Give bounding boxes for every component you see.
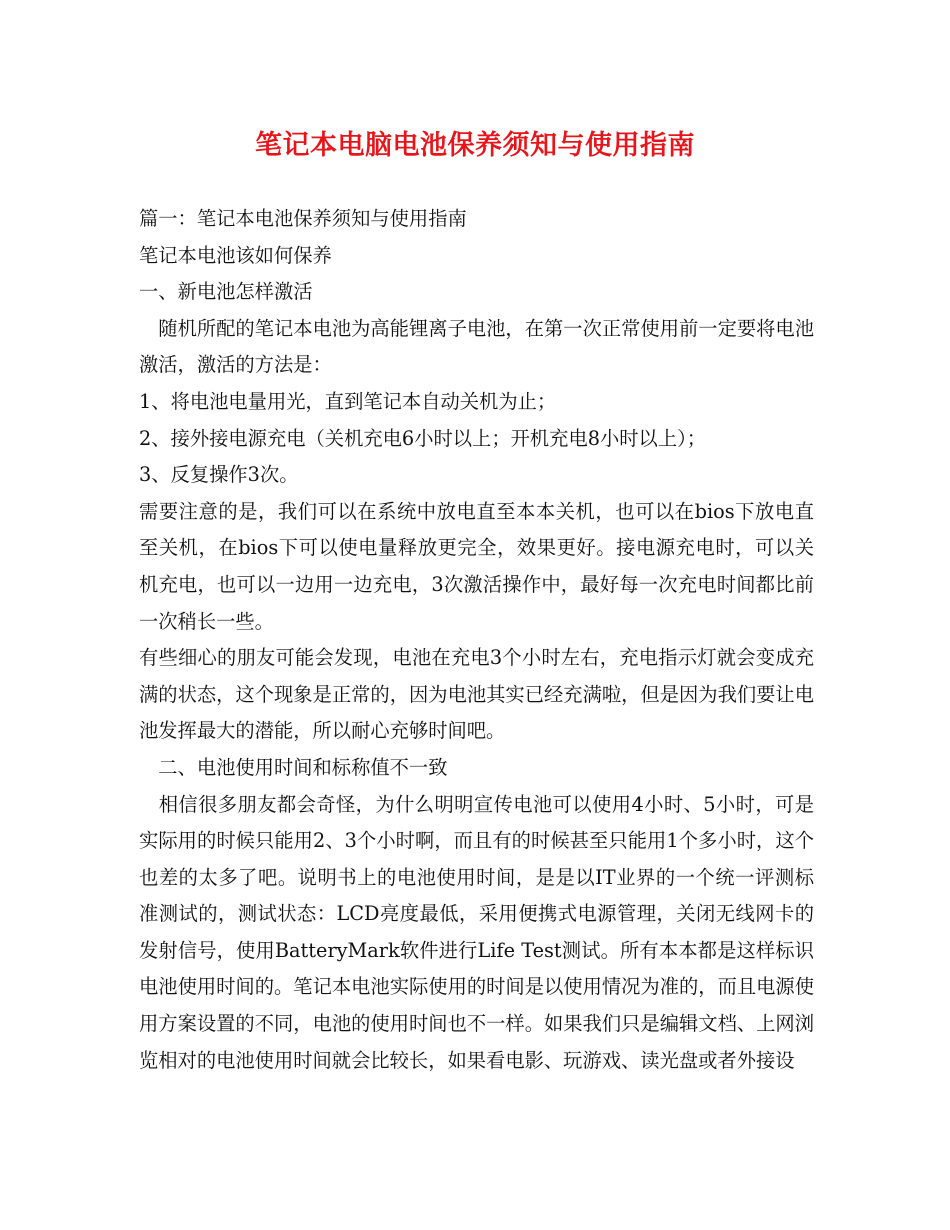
subsection-heading: 二、电池使用时间和标称值不一致 [139, 755, 448, 779]
body-paragraph: 需要注意的是，我们可以在系统中放电直至本本关机，也可以在bios下放电直至关机，在bios下可以使电量释放更完全，效果更好。接电源充电时，可以关机充电，也可以一边用一边充电，3次激活操作中，最好每一次充电时间都比前一次稍长一些。 [139, 499, 814, 633]
list-item: 2、接外接电源充电（关机充电6小时以上；开机充电8小时以上）； [139, 426, 707, 450]
document-title: 笔记本电脑电池保养须知与使用指南 [255, 130, 695, 161]
section-heading: 篇一：笔记本电池保养须知与使用指南 [139, 207, 467, 230]
list-item: 1、将电池电量用光，直到笔记本自动关机为止； [139, 389, 557, 413]
list-item: 3、反复操作3次。 [139, 463, 299, 487]
body-paragraph: 有些细心的朋友可能会发现，电池在充电3个小时左右，充电指示灯就会变成充满的状态，这个现象是正常的，因为电池其实已经充满啦，但是因为我们要让电池发挥最大的潜能，所以耐心充够时间吧。 [139, 646, 814, 743]
subsection-heading: 笔记本电池该如何保养 [139, 243, 332, 267]
body-paragraph: 随机所配的笔记本电池为高能锂离子电池，在第一次正常使用前一定要将电池激活，激活的方法是： [139, 316, 814, 377]
document-body [139, 201, 814, 1079]
body-paragraph: 相信很多朋友都会奇怪，为什么明明宣传电池可以使用4小时、5小时，可是实际用的时候只能用2、3个小时啊，而且有的时候甚至只能用1个多小时，这个也差的太多了吧。说明书上的电池使用时间，是是以IT业界的一个统一评测标准测试的，测试状态：LCD亮度最低，采用便携式电源管理，关闭无线网卡的发射信号，使用BatteryMark软件进行Life Test测试。所有本本都是这样标识电池使用时间的。笔记本电池实际使用的时间是以使用情况为准的，而且电源使用方案设置的不同，电池的使用时间也不一样。如果我们只是编辑文档、上网浏览相对的电池使用时间就会比较长，如果看电影、玩游戏、读光盘或者外接设 [139, 792, 814, 1072]
subsection-heading: 一、新电池怎样激活 [139, 280, 313, 304]
